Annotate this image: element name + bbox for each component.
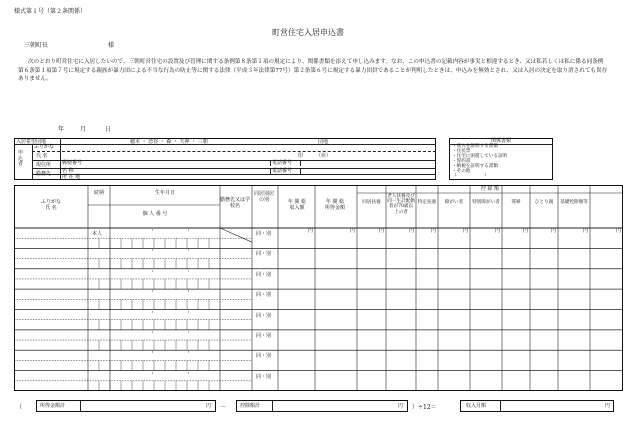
col-deduction-7: ひとり親 [534, 200, 554, 205]
document-item: ・住民票 [452, 148, 471, 154]
birth-date-separator: ・ [186, 228, 192, 234]
yen-unit: 円 [616, 228, 622, 234]
birth-date-separator: ・ [150, 289, 156, 296]
yen-unit: 円 [308, 228, 314, 234]
date-year: 年 [58, 126, 65, 133]
col-birth: 生年月日 [154, 190, 175, 196]
document-item: ・住宅に困窮している証明 [452, 153, 508, 159]
date-month: 月 [80, 126, 87, 133]
cohabit-choice[interactable]: 同・別 [256, 231, 272, 237]
cohabit-choice[interactable]: 同・別 [256, 353, 272, 360]
document-item: （ ） [452, 173, 489, 179]
col-individual-no: 個 人 番 号 [142, 211, 168, 217]
col-furigana-name: ふりがな 氏 名 [40, 199, 61, 211]
income-total-yen: 円 [206, 403, 212, 409]
form-title: 町営住宅入居申込書 [272, 28, 344, 37]
applicant-side-label: 申込者 [18, 150, 24, 168]
birth-date-separator: ・ [186, 289, 192, 296]
address-label: 現住所 [36, 162, 52, 168]
honorific: 様 [108, 42, 115, 49]
cohabit-choice[interactable]: 同・別 [256, 251, 272, 258]
col-deduction-1: 同居扶養 [362, 200, 381, 205]
self-label: 本人 [92, 231, 103, 237]
location-label: 所 在 地 [62, 174, 81, 180]
deduction-total-box[interactable] [236, 400, 408, 412]
phone-label: 電話番号 [272, 160, 293, 166]
cohabit-choice[interactable]: 同・別 [256, 292, 272, 299]
col-relation: 続柄 [93, 190, 104, 196]
col-cohabit: 同居別居の別 [253, 191, 274, 203]
date-day: 日 [105, 126, 112, 133]
birth-date-separator: ・ [150, 329, 156, 336]
birth-date-separator: ・ [150, 268, 156, 275]
document-item: ・その他 [452, 168, 471, 174]
birth-date-separator: ・ [186, 248, 192, 255]
document-item: ・収入を証明する書類 [452, 144, 498, 149]
col-deduction-8: 基礎控除額等 [560, 200, 588, 205]
birth-date-separator: ・ [186, 268, 192, 275]
document-item: ・誓約書 [452, 158, 471, 164]
seal-mark: （㊞） [316, 153, 332, 159]
birth-date-separator: ・ [186, 309, 192, 316]
seal-label: 印 [298, 153, 304, 159]
furigana-label: ふりがな [34, 144, 55, 150]
col-deduction-6: 寡婦 [511, 200, 521, 205]
col-deduction-4: 障がい者 [444, 200, 464, 205]
col-deduction-5: 特別障がい者 [472, 200, 500, 205]
birth-date-separator: ・ [186, 350, 192, 357]
col-deduction-2: 老人扶養及び同一生計配偶者が70歳以上の者 [387, 194, 415, 215]
document-item: ・納税を証明する書類 [452, 163, 498, 169]
divide-by-twelve: ）÷12＝ [412, 404, 437, 411]
col-deduction-title: 控 除 額 [480, 186, 500, 192]
postal-label: 郵便番号 [62, 160, 83, 166]
danchi-suffix: 団地 [318, 139, 329, 145]
cohabit-choice[interactable]: 同・別 [256, 332, 272, 339]
birth-date-separator: ・ [186, 370, 192, 377]
monthly-income-label: 収入月額 [466, 403, 487, 409]
open-paren: （ [16, 404, 23, 411]
yen-unit: 円 [523, 228, 529, 234]
workplace-label: 勤務先 [36, 171, 52, 177]
minus-sign: － [220, 404, 227, 411]
birth-date-separator: ・ [150, 248, 156, 255]
yen-unit: 円 [463, 228, 469, 234]
col-deduction-3: 特定扶養 [417, 200, 437, 205]
birth-date-separator: ・ [186, 329, 192, 336]
cohabit-choice[interactable]: 同・別 [256, 373, 272, 380]
yen-unit: 円 [379, 228, 385, 234]
yen-unit: 円 [551, 228, 557, 234]
monthly-income-yen: 円 [605, 403, 611, 409]
yen-unit: 円 [431, 228, 437, 234]
deduction-total-yen: 円 [398, 403, 404, 409]
col-annual-income: 年 間 総 収入額 [287, 199, 307, 211]
desired-danchi-label: 入居希望団地 [16, 139, 47, 145]
birth-date-separator: ・ [150, 309, 156, 316]
work-phone-label: 電話番号 [272, 168, 293, 174]
yen-unit: 円 [350, 228, 356, 234]
yen-unit: 円 [409, 228, 415, 234]
deduction-total-label: 控除額計 [240, 403, 261, 409]
col-work-school: 勤務先又は学校名 [220, 197, 251, 209]
yen-unit: 円 [495, 228, 501, 234]
name-label: 氏 名 [36, 153, 48, 159]
company-name-label: 名 称 [62, 168, 74, 174]
income-total-label: 所得金額計 [40, 403, 66, 409]
addressee: 三朝町長 [24, 42, 49, 49]
documents-title: 関係書類 [490, 138, 511, 144]
desired-danchi-options[interactable]: 穂本 ・ 恋谷 ・ 森 ・ 天神 ・ 三朝 [130, 139, 208, 145]
yen-unit: 円 [583, 228, 589, 234]
cohabit-choice[interactable]: 同・別 [256, 312, 272, 319]
birth-date-separator: ・ [150, 370, 156, 377]
form-number: 様式第１号（第２条関係） [14, 8, 87, 15]
birth-date-separator: ・ [150, 228, 156, 234]
intro-paragraph: 次のとおり町営住宅に入居したいので、三朝町営住宅の設置及び管理に関する条例第８条第１項の規定により、関係書類を添えて申し込みます。なお、この申込書の記載内容が事実と相違するとき、又は私若しくは私に係る同条例第６条第１項第７号に規定する親族が暴力団による不当な行為の防止等に関する法律（平成３年法律第77号）第２条第６号に規定する暴力団員であることが判明したときは、申込みを無効とされ、又は入居の決定を取り消されても異存ありません。 [18, 59, 608, 83]
col-annual-earnings: 年 間 総 所得金額 [324, 199, 345, 211]
birth-date-separator: ・ [150, 350, 156, 357]
cohabit-choice[interactable]: 同・別 [256, 271, 272, 278]
